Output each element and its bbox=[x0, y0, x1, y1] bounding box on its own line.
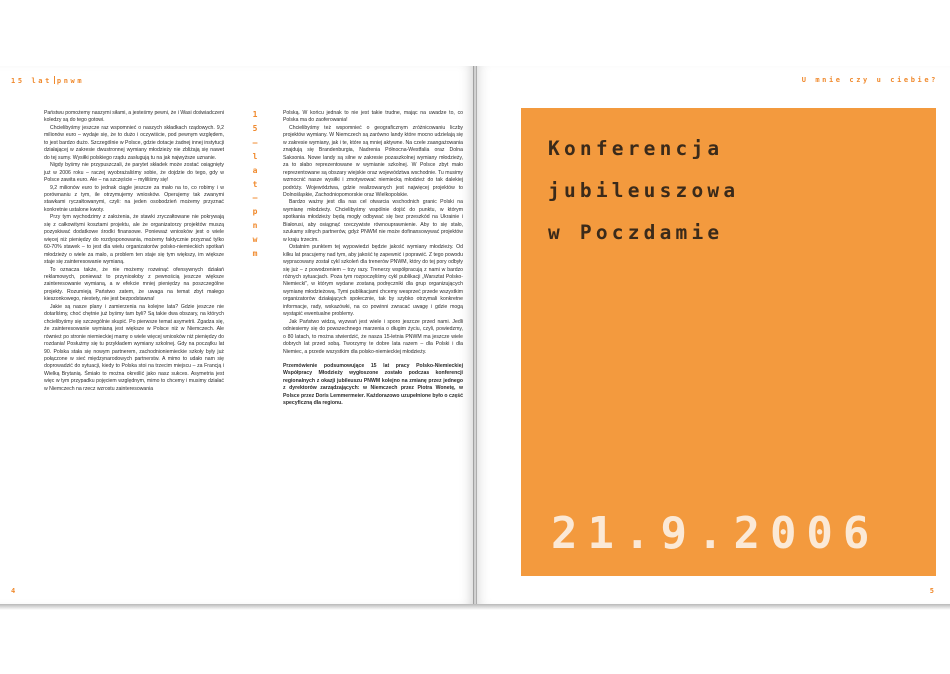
paragraph: 9,2 milionów euro to jednak ciągle jeszcze za mało na to, co robimy i w porównaniu z tym, ile otrzymujemy wniosków. Operujemy tak zwanymi stawkami ryczałtowanymi, czyli: na jeden osobodzień możemy przyznać konkretnie ustalone kwoty. bbox=[44, 184, 224, 213]
left-page bbox=[0, 66, 474, 604]
running-head-left-part2: pnwm bbox=[56, 77, 85, 85]
banner-date: 21.9.2006 bbox=[551, 508, 880, 559]
vertical-char: 1 bbox=[252, 110, 258, 119]
text-column-1 bbox=[44, 110, 224, 393]
banner-title-line: jubileuszowa bbox=[548, 179, 740, 202]
vertical-char: – bbox=[252, 193, 258, 203]
paragraph: Polską. W końcu jednak to nie jest takie trudne, mając na uwadze to, co Polska ma do zaoferowania! bbox=[283, 110, 463, 124]
conference-banner bbox=[521, 108, 936, 576]
paragraph: Przy tym wychodzimy z założenia, że stawki zryczałtowane nie pokrywają się z całkowitymi kosztami projektu, ale że organizatorzy projektów muszą pozyskiwać dodatkowe środki finansowe. Ponieważ wniosków jest o wiele więcej niż pieniędzy do rozdysponowania, możemy faktycznie przyznać tylko 60-70% stawek – to jest dla wielu organizatorów polsko-niemieckich spotkań młodzieży o wiele za mało, a problem ten staje się tym większy, im większe staje się zainteresowanie wymianą. bbox=[44, 214, 224, 266]
book-spine bbox=[473, 66, 477, 604]
paragraph: Chcielibyśmy też wspomnieć o geograficznym zróżnicowaniu liczby projektów wymiany. W Niemczech są zarówno landy które mocno udzielają się w zakresie wymiany, jak i te, które są mniej aktywne. Na czele zaangażowania znajdują się Brandenburgia, Nadrenia Północna-Westfalia oraz Dolna Saksonia. Nowe landy są silne w zakresie pozaszkolnej wymiany młodzieży, za to słabo reprezentowane w wymianie szkolnej. W Polsce zbyt mało reprezentowane są obszary wiejskie oraz województwa wschodnie. Tu musimy wzmocnić nasze wysiłki i zmotywować niemiecką młodzież do tak dalekiej podróży. Województwa, gdzie realizowanych jest najwięcej projektów to Dolnośląskie, Zachodniopomorskie oraz Wielkopolskie. bbox=[283, 124, 463, 198]
paragraph: Chcielibyśmy jeszcze raz wspomnieć o naszych składkach rządowych. 9,2 milionów euro – wydaje się, że to dużo i oczywiście, pod pewnym względem, to jest bardzo dużo. Szczególnie w Polsce, gdzie dotacje żadnej innej instytucji działającej w zakresie dwustronnej wymiany młodzieży nie zbliżają się nawet do tej sumy. Wysiłki polskiego rządu zasługują tu na jak najwyższe uznanie. bbox=[44, 124, 224, 161]
paragraph: Państwu pomożemy naszymi siłami, a jesteśmy pewni, że i Wasi doświadczeni koledzy są do tego gotowi. bbox=[44, 110, 224, 124]
vertical-char: w bbox=[252, 235, 258, 245]
vertical-char: p bbox=[252, 207, 258, 217]
banner-title-line: Konferencja bbox=[548, 137, 724, 160]
vertical-char: 5 bbox=[252, 123, 258, 133]
vertical-char: – bbox=[252, 137, 258, 147]
page-shadow bbox=[0, 604, 950, 610]
paragraph: Ostatnim punktem tej wypowiedzi będzie jakość wymiany młodzieży. Od kilku lat pracujemy nad tym, aby jakość tę zapewnić i poprawić. Z tego powodu wypracowany został cykl szkoleń dla trenerów PNWM, który do tej pory odbyły się już – z powodzeniem – trzy razy. Trenerzy współpracują z nami w bardzo różnych sytuacjach. Poza tym rozpoczęliśmy cykl publikacji „Warsztat Polsko-Niemiecki", w którym wydane zostaną podręczniki dla grup organizujących wymianę młodzieżową. Tymi publikacjami chcemy wesprzeć przede wszystkim organizatorów działających społecznie, tak by szybko otrzymali konkretne informacje, rady, wskazówki, na co powinni zwracać uwagę i gdzie mogą wystąpić ewentualne problemy. bbox=[283, 244, 463, 318]
separator-bar bbox=[54, 76, 55, 84]
vertical-char: n bbox=[252, 221, 258, 231]
paragraph: To oznacza także, że nie możemy rozwinąć ofensywnych działań reklamowych, ponieważ to przyniosłoby z pewnością jeszcze większe zainteresowanie wymianą, a w efekcie mniej pieniędzy na poszczególne projekty. Rozumieją Państwo zatem, że uwaga na temat zbyt małego kieszonkowego, niestety, nie jest bezpodstawna! bbox=[44, 266, 224, 303]
running-head-left bbox=[11, 76, 84, 85]
paragraph: Bardzo ważny jest dla nas cel otwarcia wschodnich granic Polski na wymianę młodzieży. Chcielibyśmy wspólnie dojść do punktu, w którym spotkania młodzieży będą mogły odbywać się bez przeszkód na Ukrainie i Białorusi, aby osiągnąć rzeczywiste równouprawnienie. Aby to się stało, szukamy silnych partnerów, gdyż PNWM nie może dofinansowywać projektów w kraju trzecim. bbox=[283, 199, 463, 243]
vertical-char: l bbox=[252, 151, 258, 161]
vertical-char: t bbox=[252, 179, 258, 189]
banner-title bbox=[548, 128, 739, 254]
vertical-char: a bbox=[252, 165, 258, 175]
page-number-left: 4 bbox=[11, 587, 16, 595]
running-head-left-part1: 15 lat bbox=[11, 77, 52, 85]
banner-title-line: w Poczdamie bbox=[548, 221, 724, 244]
vertical-label bbox=[248, 108, 262, 261]
closing-note: Przemówienie podsumowujące 15 lat pracy Polsko-Niemieckiej Współpracy Młodzieży wygłoszone zostało podczas konferencji regionalnych z okazji jubileuszu PNWM kolejno na zmianę przez jednego z dyrektorów zarządzających: w Niemczech przez Piotra Wonetę, w Polsce przez Doris Lemmermeier. Każdorazowo uzupełnione było o część specyficzną dla regionu. bbox=[283, 362, 463, 407]
text-column-2 bbox=[283, 110, 463, 408]
vertical-char: m bbox=[252, 249, 258, 259]
paragraph: Nigdy byśmy nie przypuszczali, że parytet składek może zostać osiągnięty już w 2006 roku – raczej wyobrażaliśmy sobie, że dojdzie do tego, gdy w Polsce zawita euro. Ale – na szczęście – myliliśmy się! bbox=[44, 162, 224, 184]
page-number-right: 5 bbox=[929, 587, 934, 595]
paragraph: Jakie są nasze plany i zamierzenia na kolejne lata? Gdzie jeszcze nie dotarliśmy, choć chętnie już byśmy tam byli? Są takie dwa obszary, na których chcielibyśmy się szczególnie skupić. Po pierwsze temat asymetrii. Zgadza się, że zainteresowanie wymianą jest większe w Polsce niż w Niemczech. Ale również po stronie niemieckiej mamy o wiele więcej wniosków niż pieniędzy do rozdania! Posłużmy się tu przykładem wymiany szkolnej. Gdy na początku lat 90. Polska stała się nowym partnerem, zachodnioniemieckie szkoły były już połączone w sieć międzynarodowych partnerstw. A mimo to udało nam się doprowadzić do sytuacji, kiedy to Polska stoi na trzecim miejscu – za Francją i Wielką Brytanią. Śmiało to można określić jako nasz sukces. Asymetria jest więc w tym przypadku pojęciem względnym, mimo to chcemy i musimy działać w Niemczech na rzecz wzrostu zainteresowania bbox=[44, 303, 224, 392]
paragraph: Jak Państwo widzą, wyzwań jest wiele i sporo jeszcze przed nami. Jedli odniesiemy się do powszechnego marzenia o długim życiu, czyli, powiedzmy, o 80 latach, to można stwierdzić, że nasza 15-letnia PNWM ma jeszcze wiele dobrych lat przed sobą. Tworzymy te dobre lata razem – dla Polski i dla Niemiec, a przede wszystkim dla polsko-niemieckiej młodzieży. bbox=[283, 318, 463, 355]
right-page bbox=[476, 66, 950, 604]
running-head-right: U mnie czy u ciebie? bbox=[801, 76, 938, 84]
